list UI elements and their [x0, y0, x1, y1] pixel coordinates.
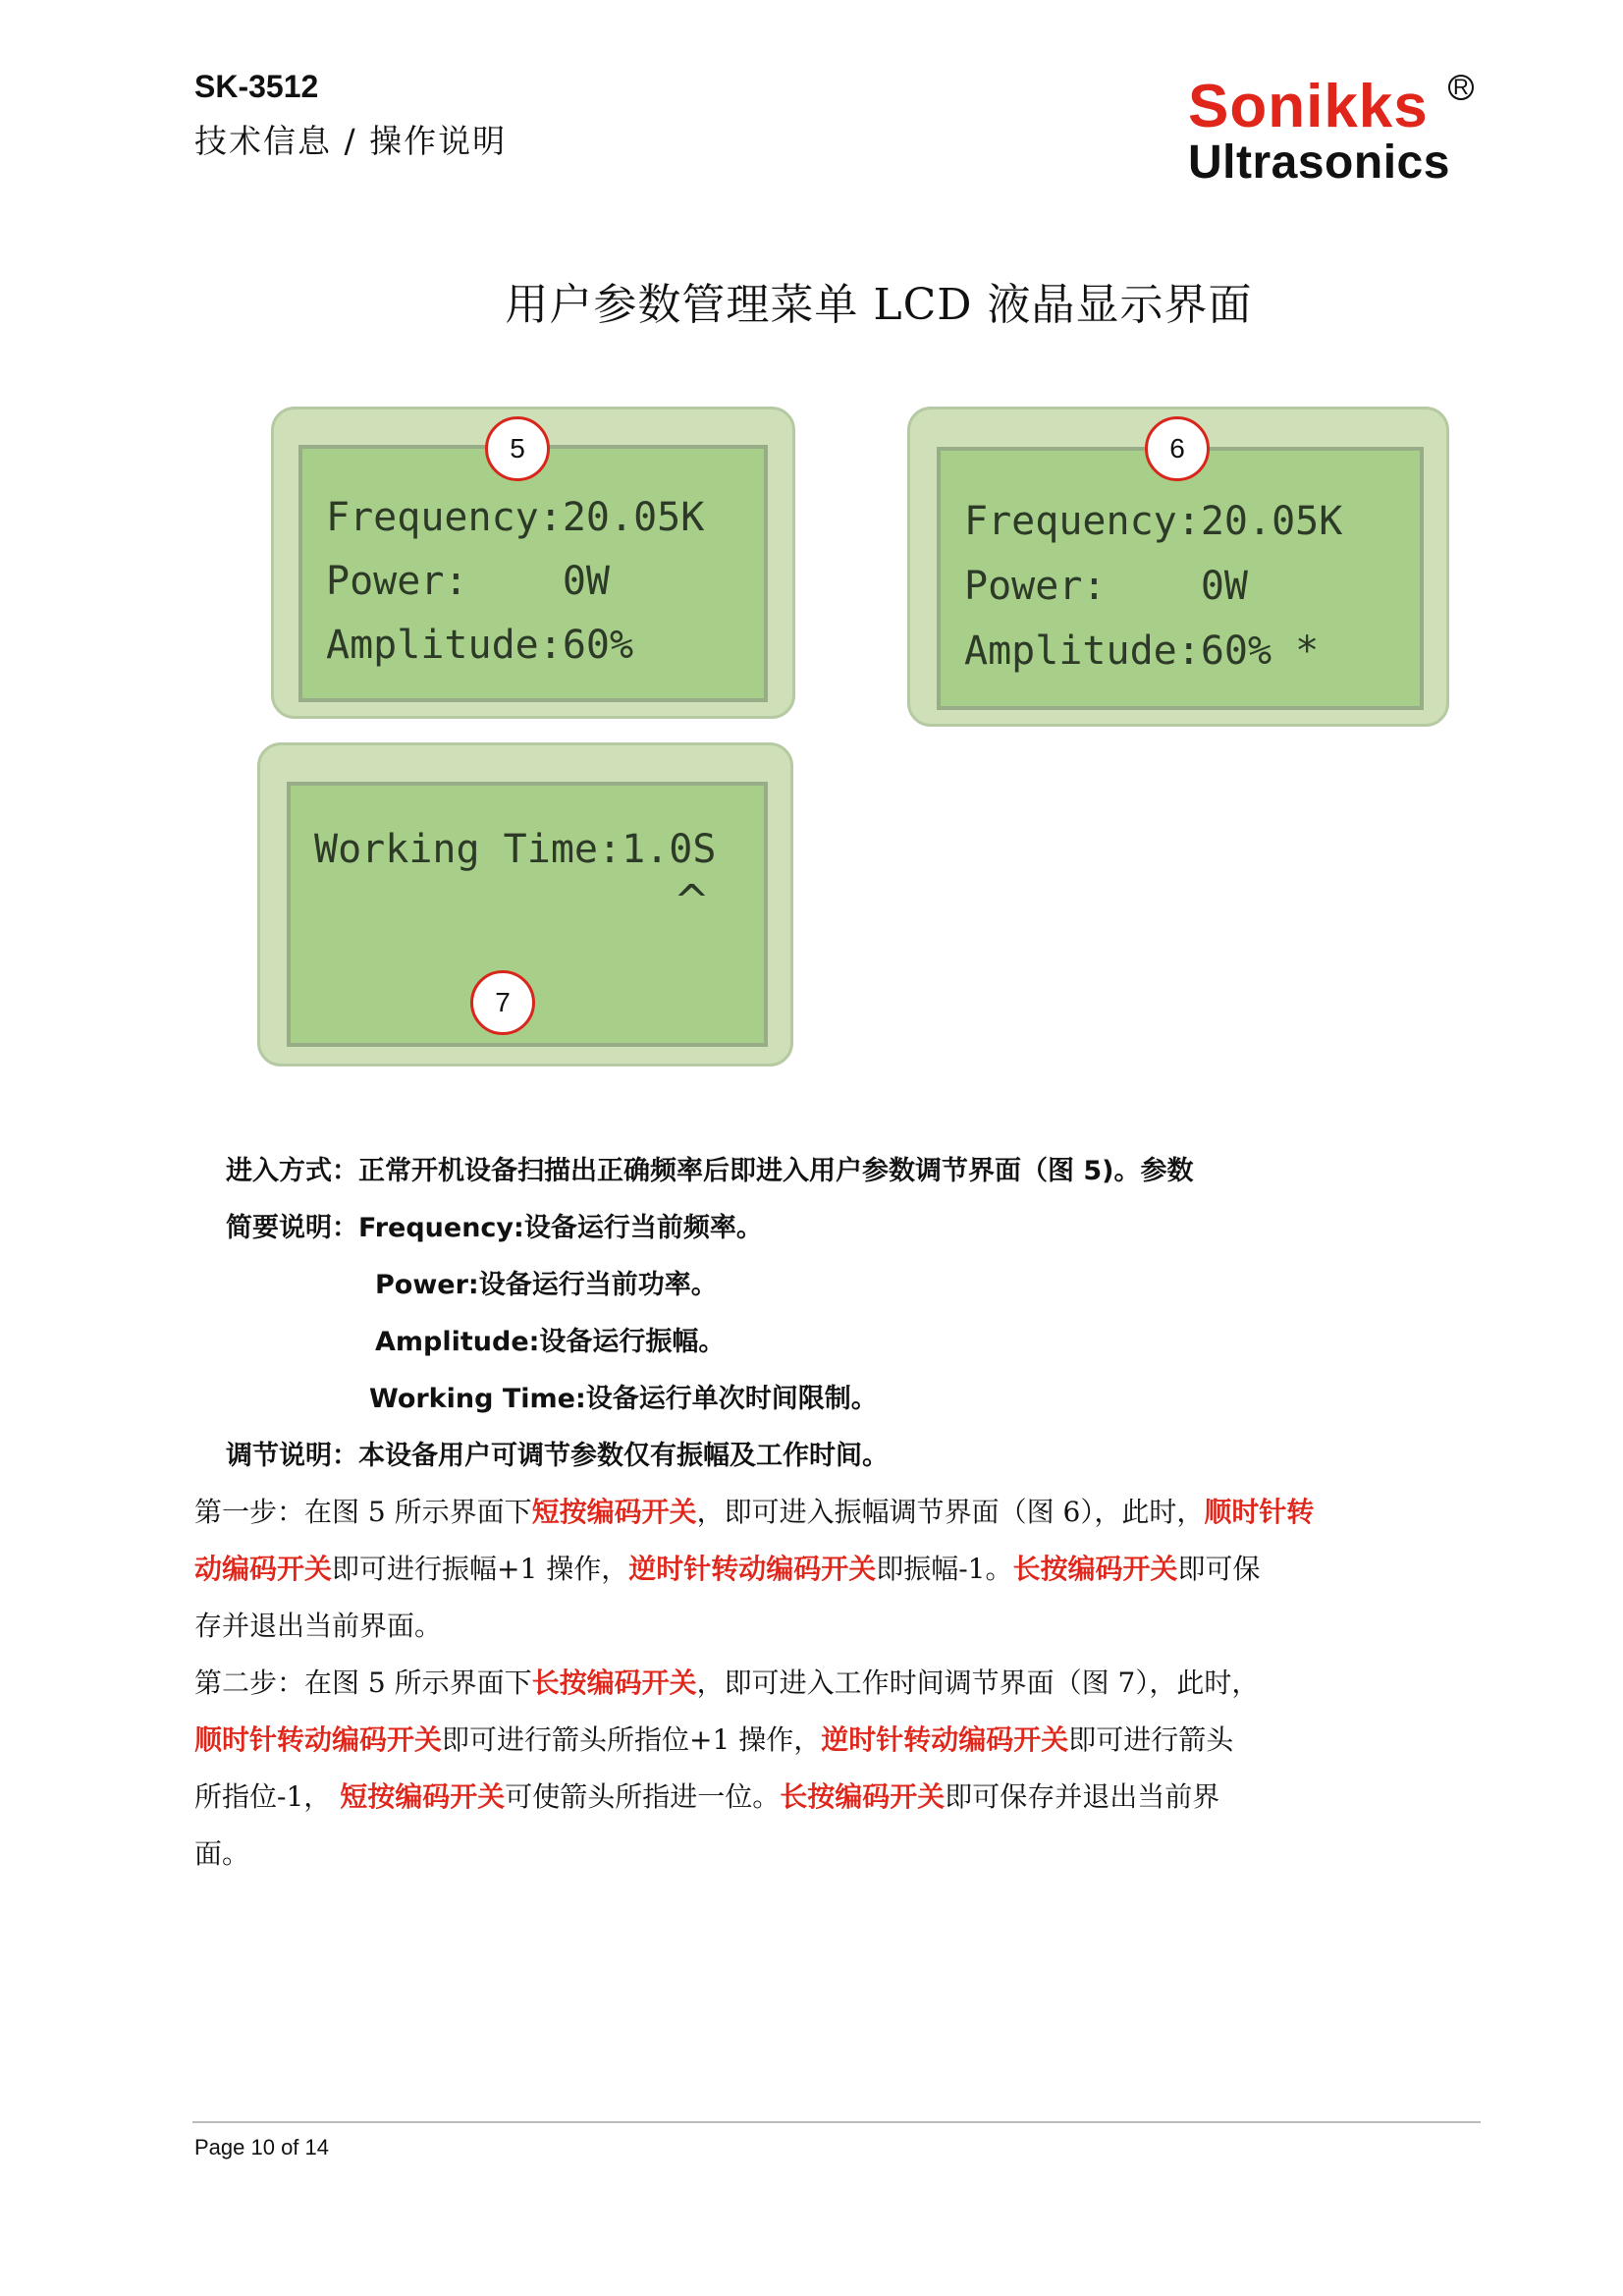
step1-highlight: 顺时针转: [1204, 1496, 1315, 1528]
figure-number-badge: 5: [485, 416, 550, 481]
lcd-screen-5: [298, 445, 768, 702]
step2-highlight: 长按编码开关: [780, 1780, 946, 1813]
adjust-description: 调节说明：本设备用户可调节参数仅有振幅及工作时间。: [226, 1441, 889, 1471]
lcd-power-line: Power: 0W: [326, 559, 610, 604]
step2-highlight: 顺时针转动编码开关: [194, 1723, 443, 1756]
model-number: SK-3512: [194, 69, 319, 104]
lcd-panel-6: [907, 407, 1449, 727]
step2-highlight: 逆时针转动编码开关: [821, 1723, 1069, 1756]
step1-highlight: 短按编码开关: [531, 1496, 697, 1528]
power-description: Power:设备运行当前功率。: [375, 1270, 718, 1300]
figure-number-badge: 7: [470, 970, 535, 1035]
step1-text: 即可进行振幅+1 操作，: [332, 1553, 629, 1585]
step2-text: 即可进行箭头: [1068, 1723, 1234, 1756]
lcd-panel-5: [271, 407, 795, 719]
step1-highlight: 逆时针转动编码开关: [628, 1553, 877, 1585]
lcd-frequency-line: Frequency:20.05K: [964, 499, 1343, 544]
amplitude-description: Amplitude:设备运行振幅。: [375, 1327, 726, 1357]
step1-line-1: [194, 1491, 1314, 1530]
lcd-screen-6: [937, 447, 1424, 710]
step2-highlight: 长按编码开关: [531, 1667, 697, 1699]
step2-text: 可使箭头所指进一位。: [505, 1780, 781, 1813]
step2-text: 即可保存并退出当前界: [945, 1780, 1220, 1813]
entry-description: 进入方式：正常开机设备扫描出正确频率后即进入用户参数调节界面（图 5)。参数: [226, 1156, 1194, 1186]
step2-highlight: 短按编码开关: [340, 1780, 506, 1813]
step1-text: 即振幅-1。: [876, 1553, 1013, 1585]
page-number: Page 10 of 14: [194, 2135, 330, 2159]
logo-subtitle: Ultrasonics: [1188, 137, 1450, 189]
logo-brand: Sonikks: [1188, 73, 1429, 140]
company-logo: [1188, 73, 1483, 189]
lcd-power-line: Power: 0W: [964, 564, 1248, 609]
caret-arrow-icon: ^: [674, 876, 710, 926]
registered-mark: R: [1448, 75, 1474, 100]
step2-text: 即可进行箭头所指位+1 操作，: [442, 1723, 822, 1756]
lcd-panel-7: [257, 742, 793, 1066]
step1-text: ，即可进入振幅调节界面（图 6），此时，: [696, 1496, 1205, 1528]
brief-description: 简要说明：Frequency:设备运行当前频率。: [226, 1213, 763, 1243]
lcd-amplitude-line: Amplitude:60%: [326, 623, 634, 668]
figure-number-badge: 6: [1145, 416, 1210, 481]
step1-text: 存并退出当前界面。: [194, 1610, 443, 1642]
working-time-description: Working Time:设备运行单次时间限制。: [369, 1384, 878, 1414]
step2-line-2: [194, 1719, 1233, 1758]
footer-divider: [192, 2121, 1481, 2123]
page-title: 用户参数管理菜单 LCD 液晶显示界面: [505, 280, 1253, 330]
lcd-amplitude-line: Amplitude:60% *: [964, 629, 1320, 674]
lcd-working-time-line: Working Time:1.0S: [314, 827, 717, 872]
step2-text: ，即可进入工作时间调节界面（图 7），此时，: [696, 1667, 1260, 1699]
step2-text: 面。: [194, 1837, 250, 1870]
step2-text: 第二步：在图 5 所示界面下: [194, 1667, 532, 1699]
step1-line-3: [194, 1605, 442, 1644]
step2-line-3: [194, 1776, 1219, 1815]
step2-line-4: [194, 1832, 249, 1872]
step2-text: 所指位-1，: [194, 1780, 341, 1813]
step1-line-2: [194, 1548, 1261, 1587]
step2-line-1: [194, 1662, 1259, 1701]
step1-highlight: 动编码开关: [194, 1553, 333, 1585]
step1-highlight: 长按编码开关: [1012, 1553, 1178, 1585]
step1-text: 即可保: [1177, 1553, 1261, 1585]
doc-subtitle: 技术信息 / 操作说明: [194, 122, 508, 160]
step1-text: 第一步：在图 5 所示界面下: [194, 1496, 532, 1528]
lcd-frequency-line: Frequency:20.05K: [326, 495, 705, 540]
